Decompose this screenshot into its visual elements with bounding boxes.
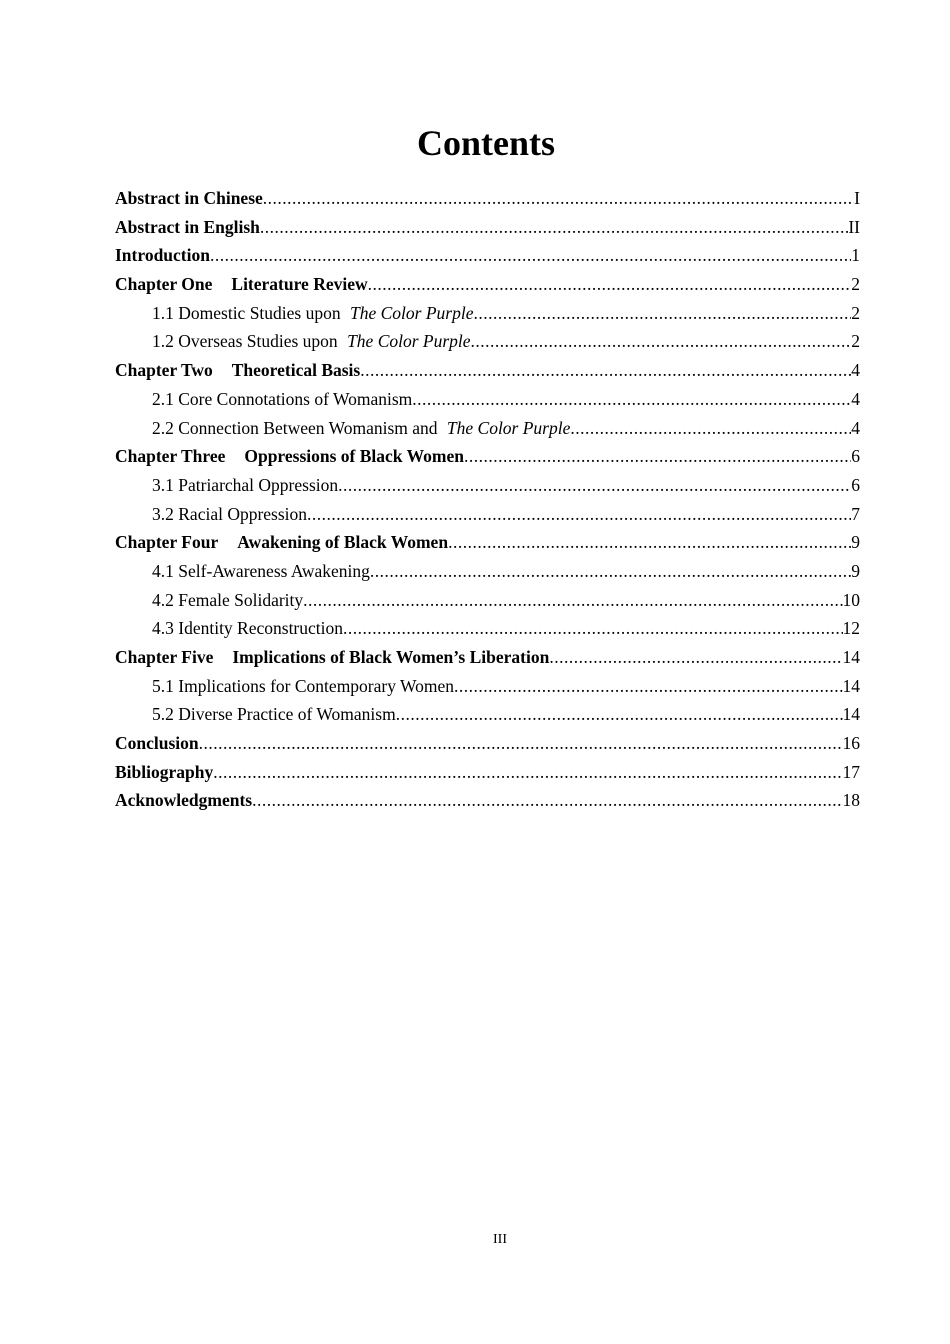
toc-entry[interactable] <box>115 442 860 471</box>
toc-entry[interactable] <box>115 700 860 729</box>
toc-page-number: 14 <box>842 647 860 667</box>
dot-leader <box>360 356 851 384</box>
toc-page-number: 6 <box>851 446 860 467</box>
toc-entry-title: 4.3 Identity Reconstruction <box>152 618 344 639</box>
toc-page-number: 12 <box>842 618 860 639</box>
toc-entry-title: 5.1 Implications for Contemporary Women <box>152 675 455 696</box>
toc-page-number: 1 <box>851 245 860 266</box>
toc-entry[interactable] <box>115 356 860 385</box>
toc-page-number: I <box>854 188 860 208</box>
toc-entry[interactable] <box>115 786 860 815</box>
toc-entry-title: 4.1 Self-Awareness Awakening <box>152 560 370 581</box>
toc-page-number: 17 <box>842 761 860 782</box>
toc-page-number: 9 <box>851 560 860 581</box>
dot-leader <box>549 643 842 671</box>
chapter-number: Chapter Two <box>115 360 213 381</box>
toc-entry-title: Theoretical Basis <box>231 360 361 381</box>
page-title: Contents <box>416 123 555 163</box>
chapter-number: Chapter One <box>115 274 213 295</box>
page-number: III <box>493 1232 507 1247</box>
toc-entry[interactable] <box>115 213 860 242</box>
toc-entry-label <box>115 528 448 556</box>
toc-page-number: 16 <box>842 733 860 754</box>
dot-leader <box>303 586 842 614</box>
toc-entry-label <box>115 356 360 384</box>
dot-leader <box>213 758 842 786</box>
toc-entry-label <box>152 614 343 642</box>
toc-entry-title: Oppressions of Black Women <box>244 446 464 467</box>
toc-entry[interactable] <box>115 557 860 586</box>
toc-entry[interactable] <box>115 729 860 758</box>
toc-page-number: 4 <box>851 388 860 409</box>
toc-entry-label <box>115 213 260 241</box>
toc-entry[interactable] <box>115 758 860 787</box>
dot-leader <box>368 270 852 298</box>
toc-entry-title: 2.2 Connection Between Womanism and <box>152 417 438 438</box>
toc-entry[interactable] <box>115 672 860 701</box>
toc-entry[interactable] <box>115 327 860 356</box>
toc-entry-label <box>115 442 464 470</box>
toc-entry-label <box>115 786 252 814</box>
toc-page-number: 7 <box>851 503 860 524</box>
dot-leader <box>412 385 851 413</box>
dot-leader <box>338 471 851 499</box>
toc-entry-title: 1.1 Domestic Studies upon <box>152 302 341 323</box>
toc-entry-title: 3.2 Racial Oppression <box>152 503 308 524</box>
toc-entry[interactable] <box>115 500 860 529</box>
toc-entry-label <box>115 758 213 786</box>
toc-page-number: 9 <box>851 532 860 553</box>
chapter-number: Chapter Five <box>115 647 214 667</box>
toc-entry-label <box>152 385 412 413</box>
dot-leader <box>343 614 842 642</box>
toc-entry-title: Introduction <box>115 245 210 266</box>
toc-page-number: II <box>848 216 860 237</box>
toc-entry-label <box>115 643 549 671</box>
toc-entry[interactable] <box>115 471 860 500</box>
toc-entry[interactable] <box>115 614 860 643</box>
toc-entry-label <box>115 729 199 757</box>
toc-page-number: 4 <box>851 417 860 438</box>
dot-leader <box>570 414 851 442</box>
toc-entry[interactable] <box>115 528 860 557</box>
toc-entry[interactable] <box>115 586 860 615</box>
toc-entry-label <box>152 557 370 585</box>
dot-leader <box>263 184 854 212</box>
book-title: The Color Purple <box>446 417 571 438</box>
toc-page-number: 18 <box>842 790 860 811</box>
toc-entry-title: Awakening of Black Women <box>237 532 449 553</box>
chapter-number: Chapter Three <box>115 446 226 467</box>
book-title: The Color Purple <box>349 302 474 323</box>
toc-entry-title: Implications of Black Women’s Liberation <box>232 647 550 667</box>
toc-entry-title: Abstract in Chinese <box>115 188 263 208</box>
toc-entry[interactable] <box>115 385 860 414</box>
dot-leader <box>473 299 851 327</box>
toc-entry-title: 1.2 Overseas Studies upon <box>152 331 338 352</box>
toc-entry-title: 5.2 Diverse Practice of Womanism <box>152 704 396 725</box>
toc-entry-title: 2.1 Core Connotations of Womanism <box>152 388 413 409</box>
toc-entry[interactable] <box>115 241 860 270</box>
dot-leader <box>210 241 851 269</box>
toc-entry-label <box>152 700 396 728</box>
toc-entry[interactable] <box>115 643 860 672</box>
toc-entry-label <box>152 672 454 700</box>
dot-leader <box>307 500 851 528</box>
toc-entry-title: Acknowledgments <box>115 790 253 811</box>
toc-entry-label <box>152 327 471 355</box>
toc-entry-title: Bibliography <box>115 761 214 782</box>
dot-leader <box>396 700 843 728</box>
toc-page-number: 6 <box>851 474 860 495</box>
toc-entry-label <box>152 299 473 327</box>
dot-leader <box>448 528 851 556</box>
book-title: The Color Purple <box>347 331 471 352</box>
toc-entry-title: 4.2 Female Solidarity <box>152 589 304 610</box>
dot-leader <box>454 672 842 700</box>
toc-entry[interactable] <box>115 270 860 299</box>
toc-entry-title: Conclusion <box>115 733 199 754</box>
dot-leader <box>199 729 843 757</box>
chapter-number: Chapter Four <box>115 532 219 553</box>
toc-page-number: 4 <box>851 360 860 381</box>
toc-entry-label <box>152 414 570 442</box>
dot-leader <box>370 557 851 585</box>
dot-leader <box>471 327 852 355</box>
toc-page-number: 2 <box>851 302 860 323</box>
toc-entry-label <box>115 270 368 298</box>
toc-entry-title: Literature Review <box>231 274 368 295</box>
toc-entry[interactable] <box>115 414 860 443</box>
toc-page-number: 14 <box>842 704 860 725</box>
toc-entry-label <box>152 471 338 499</box>
toc-entry-label <box>152 500 307 528</box>
toc-entry-label <box>115 241 210 269</box>
toc-entry-label <box>115 184 263 212</box>
toc-entry-label <box>152 586 303 614</box>
dot-leader <box>464 442 851 470</box>
toc-entry-title: Abstract in English <box>115 216 260 237</box>
dot-leader <box>260 213 848 241</box>
toc-page-number: 2 <box>851 331 860 352</box>
table-of-contents <box>115 184 860 815</box>
toc-entry[interactable] <box>115 184 860 213</box>
toc-page-number: 2 <box>851 274 860 295</box>
toc-page-number: 10 <box>842 589 860 610</box>
toc-entry-title: 3.1 Patriarchal Oppression <box>152 474 339 495</box>
dot-leader <box>252 786 842 814</box>
toc-page-number: 14 <box>842 675 860 696</box>
toc-entry[interactable] <box>115 299 860 328</box>
